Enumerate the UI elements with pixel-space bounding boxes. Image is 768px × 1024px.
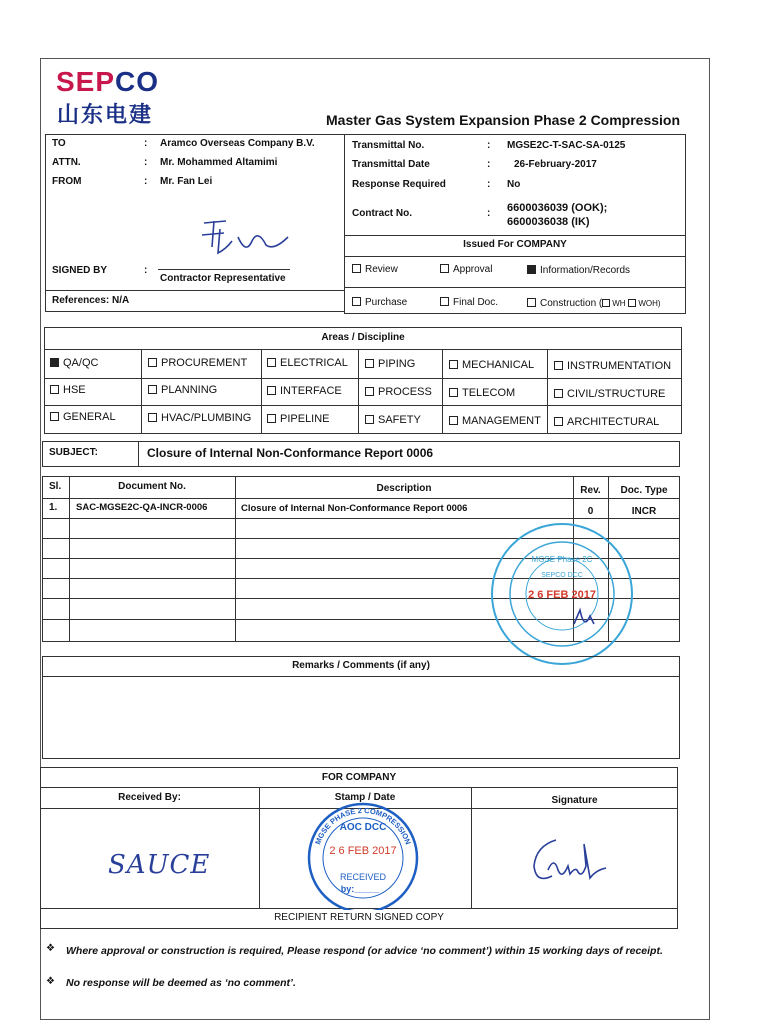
mechanical-checkbox[interactable]: [449, 360, 458, 369]
information-checkbox[interactable]: [527, 265, 536, 274]
references: References: N/A: [52, 295, 130, 306]
remarks-box: [42, 656, 680, 759]
planning-checkbox[interactable]: [148, 385, 157, 394]
contract-no-label: Contract No.: [352, 208, 412, 219]
general-checkbox[interactable]: [50, 412, 59, 421]
safety-checkbox[interactable]: [365, 415, 374, 424]
discipline-architectural[interactable]: ARCHITECTURAL: [554, 416, 659, 428]
stamp2-ring-text: MGSE PHASE 2 COMPRESSION: [313, 805, 413, 846]
wh-checkbox[interactable]: [602, 299, 610, 307]
transmittal-no-label: Transmittal No.: [352, 140, 425, 151]
discipline-civil-structure[interactable]: CIVIL/STRUCTURE: [554, 388, 665, 400]
from-value: Mr. Fan Lei: [160, 176, 213, 187]
row-sl: 1.: [49, 502, 58, 513]
remarks-title: Remarks / Comments (if any): [292, 660, 430, 671]
option-final-doc[interactable]: Final Doc.: [440, 297, 498, 308]
signed-by-label: SIGNED BY: [52, 265, 108, 276]
to-label: TO: [52, 138, 66, 149]
stamp2-dcc: AOC DCC: [339, 822, 387, 833]
stamp2-by: by:_____: [340, 884, 380, 894]
to-value: Aramco Overseas Company B.V.: [160, 138, 315, 149]
woh-checkbox[interactable]: [628, 299, 636, 307]
sepco-dcc-stamp: [488, 520, 636, 668]
pipeline-checkbox[interactable]: [267, 414, 276, 423]
col-rev: Rev.: [580, 485, 601, 496]
final-doc-checkbox[interactable]: [440, 297, 449, 306]
option-purchase[interactable]: Purchase: [352, 297, 407, 308]
discipline-instrumentation[interactable]: INSTRUMENTATION: [554, 360, 671, 372]
logo-chinese: 山东电建: [57, 103, 154, 128]
stamp2-date: 2 6 FEB 2017: [329, 845, 397, 857]
discipline-safety[interactable]: SAFETY: [365, 414, 421, 426]
hse-checkbox[interactable]: [50, 385, 59, 394]
to-colon: :: [144, 138, 148, 149]
note-2: No response will be deemed as ‘no comment’.: [66, 977, 296, 989]
transmittal-no-value: MGSE2C-T-SAC-SA-0125: [507, 140, 626, 151]
discipline-pipeline[interactable]: PIPELINE: [267, 413, 330, 425]
discipline-qaqc[interactable]: QA/QC: [50, 357, 98, 369]
signature-stroke: [202, 221, 288, 253]
project-title: Master Gas System Expansion Phase 2 Compression: [326, 112, 681, 128]
procurement-checkbox[interactable]: [148, 358, 157, 367]
from-colon: :: [144, 176, 148, 187]
signed-by-caption: Contractor Representative: [160, 273, 286, 284]
discipline-mechanical[interactable]: MECHANICAL: [449, 359, 534, 371]
stamp1-top: MGSE Phase 2C: [531, 555, 593, 564]
row-description: Closure of Internal Non-Conformance Report 0006: [241, 503, 468, 514]
col-sl: Sl.: [49, 481, 62, 492]
approval-checkbox[interactable]: [440, 264, 449, 273]
response-required-value: No: [507, 179, 521, 190]
discipline-hvac-plumbing[interactable]: HVAC/PLUMBING: [148, 412, 251, 424]
subject-label: SUBJECT:: [49, 447, 98, 458]
interface-checkbox[interactable]: [267, 386, 276, 395]
col-document-no: Document No.: [118, 481, 186, 492]
option-information[interactable]: Information/Records: [527, 265, 630, 276]
review-checkbox[interactable]: [352, 264, 361, 273]
discipline-telecom[interactable]: TELECOM: [449, 387, 515, 399]
received-by-label: Received By:: [118, 792, 181, 803]
hvac-plumbing-checkbox[interactable]: [148, 413, 157, 422]
col-doc-type: Doc. Type: [620, 485, 668, 496]
logo-red-text: SEP: [56, 66, 116, 97]
response-required-colon: :: [487, 179, 491, 190]
areas-title: Areas / Discipline: [321, 332, 405, 343]
option-review[interactable]: Review: [352, 264, 398, 275]
discipline-interface[interactable]: INTERFACE: [267, 385, 342, 397]
discipline-procurement[interactable]: PROCUREMENT: [148, 357, 247, 369]
electrical-checkbox[interactable]: [267, 358, 276, 367]
stamp1-initials: [574, 610, 594, 624]
contract-no-value-1: 6600036039 (OOK);: [507, 202, 608, 214]
management-checkbox[interactable]: [449, 416, 458, 425]
discipline-planning[interactable]: PLANNING: [148, 384, 217, 396]
qaqc-checkbox[interactable]: [50, 358, 59, 367]
stamp1-date: 2 6 FEB 2017: [528, 589, 596, 601]
civil-structure-checkbox[interactable]: [554, 389, 563, 398]
piping-checkbox[interactable]: [365, 359, 374, 368]
transmittal-date-label: Transmittal Date: [352, 159, 430, 170]
option-construction[interactable]: Construction ( WH WOH): [527, 298, 661, 309]
bullet-icon: ❖: [46, 976, 55, 987]
issued-for-title: Issued For COMPANY: [463, 239, 567, 250]
architectural-checkbox[interactable]: [554, 417, 563, 426]
attn-label: ATTN.: [52, 157, 81, 168]
from-label: FROM: [52, 176, 82, 187]
response-required-label: Response Required: [352, 179, 446, 190]
telecom-checkbox[interactable]: [449, 388, 458, 397]
note-1: Where approval or construction is required, Please respond (or advice ‘no comment’) within 15 working days of receipt.: [66, 945, 663, 957]
subject-value: Closure of Internal Non-Conformance Report 0006: [147, 446, 434, 460]
construction-checkbox[interactable]: [527, 298, 536, 307]
process-checkbox[interactable]: [365, 387, 374, 396]
contract-no-colon: :: [487, 208, 491, 219]
recipient-return-note: RECIPIENT RETURN SIGNED COPY: [274, 912, 444, 923]
discipline-electrical[interactable]: ELECTRICAL: [267, 357, 348, 369]
transmittal-date-value: 26-February-2017: [514, 159, 597, 170]
contract-no-value-2: 6600036038 (IK): [507, 216, 590, 228]
signature-label: Signature: [551, 795, 598, 806]
company-signature: [526, 826, 616, 892]
row-rev: 0: [587, 506, 594, 517]
logo-blue-text: CO: [115, 66, 160, 97]
aoc-dcc-stamp: [304, 800, 422, 910]
signed-by-colon: :: [144, 265, 148, 276]
row-document-no: SAC-MGSE2C-QA-INCR-0006: [76, 502, 208, 513]
purchase-checkbox[interactable]: [352, 297, 361, 306]
col-description: Description: [376, 483, 432, 494]
discipline-process[interactable]: PROCESS: [365, 386, 432, 398]
transmittal-no-colon: :: [487, 140, 491, 151]
for-company-title: FOR COMPANY: [321, 772, 397, 783]
received-by-signature: SAUCE: [108, 850, 211, 880]
discipline-general[interactable]: GENERAL: [50, 411, 116, 423]
row-doc-type: INCR: [631, 506, 657, 517]
stamp1-mid: SEPCO DCC: [541, 572, 583, 579]
stamp-date-label: Stamp / Date: [334, 792, 396, 803]
discipline-management[interactable]: MANAGEMENT: [449, 415, 541, 427]
discipline-hse[interactable]: HSE: [50, 384, 86, 396]
discipline-piping[interactable]: PIPING: [365, 358, 415, 370]
contractor-signature: [196, 215, 296, 263]
signature-stroke: [534, 840, 606, 878]
stamp2-received: RECEIVED: [339, 872, 387, 882]
option-approval[interactable]: Approval: [440, 264, 492, 275]
bullet-icon: ❖: [46, 943, 55, 954]
instrumentation-checkbox[interactable]: [554, 361, 563, 370]
transmittal-date-colon: :: [487, 159, 491, 170]
attn-value: Mr. Mohammed Altamimi: [160, 157, 278, 168]
attn-colon: :: [144, 157, 148, 168]
sepco-logo: [56, 66, 159, 98]
